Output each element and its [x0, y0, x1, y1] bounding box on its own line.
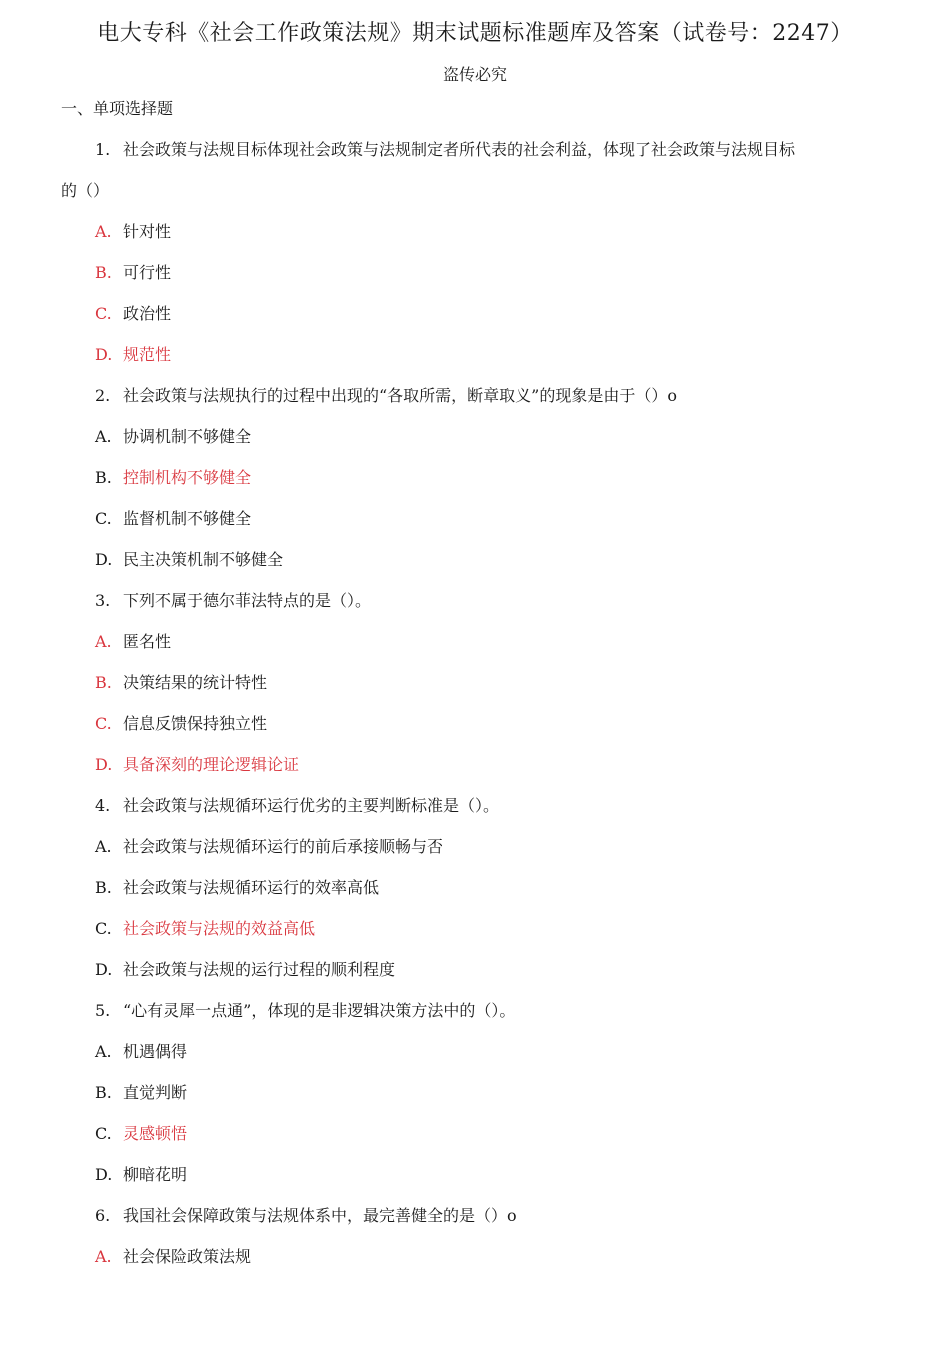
option-letter: B. — [95, 673, 112, 692]
question-1-continued: 的（） — [61, 181, 110, 200]
question-6 — [95, 1203, 517, 1226]
question-number: 6. — [95, 1206, 111, 1225]
option-letter: C. — [95, 304, 112, 323]
question-text: “心有灵犀一点通”，体现的是非逻辑决策方法中的（）。 — [123, 1001, 516, 1020]
option-5b — [95, 1080, 187, 1103]
question-number: 3. — [95, 591, 111, 610]
question-4 — [95, 793, 499, 816]
option-text: 社会政策与法规的效益高低 — [123, 919, 316, 938]
option-text: 监督机制不够健全 — [123, 509, 252, 528]
option-text: 灵感顿悟 — [123, 1124, 188, 1143]
option-4d — [95, 957, 395, 980]
option-letter: B. — [95, 468, 112, 487]
option-2c — [95, 506, 251, 529]
option-letter: A. — [95, 1042, 112, 1061]
option-3c — [95, 711, 267, 734]
option-5c-answer — [95, 1121, 187, 1144]
option-3b — [95, 670, 267, 693]
option-text: 针对性 — [123, 222, 172, 241]
section-heading: 一、单项选择题 — [61, 99, 174, 118]
question-3 — [95, 588, 371, 611]
option-letter: A. — [95, 837, 112, 856]
option-4a — [95, 834, 443, 857]
option-text: 信息反馈保持独立性 — [123, 714, 268, 733]
question-number: 1. — [95, 140, 111, 159]
option-letter: B. — [95, 1083, 112, 1102]
option-2a — [95, 424, 251, 447]
option-text: 社会政策与法规循环运行的前后承接顺畅与否 — [123, 837, 444, 856]
question-number: 4. — [95, 796, 111, 815]
option-letter: A. — [95, 427, 112, 446]
option-3a — [95, 629, 171, 652]
option-letter: C. — [95, 714, 112, 733]
option-5a — [95, 1039, 187, 1062]
option-text: 规范性 — [123, 345, 172, 364]
option-1c — [95, 301, 171, 324]
option-letter: D. — [95, 755, 113, 774]
option-text: 民主决策机制不够健全 — [123, 550, 284, 569]
question-text: 下列不属于德尔菲法特点的是（）。 — [123, 591, 372, 610]
option-text: 控制机构不够健全 — [123, 468, 252, 487]
question-text: 社会政策与法规执行的过程中出现的“各取所需，断章取义”的现象是由于（）o — [123, 386, 677, 405]
option-1b — [95, 260, 171, 283]
question-text: 社会政策与法规目标体现社会政策与法规制定者所代表的社会利益，体现了社会政策与法规目标 — [123, 140, 796, 159]
option-letter: D. — [95, 550, 113, 569]
option-4c-answer — [95, 916, 315, 939]
option-letter: A. — [95, 222, 112, 241]
option-letter: C. — [95, 919, 112, 938]
option-text: 柳暗花明 — [123, 1165, 188, 1184]
option-text: 具备深刻的理论逻辑论证 — [123, 755, 300, 774]
question-2 — [95, 383, 677, 406]
option-letter: B. — [95, 263, 112, 282]
question-1 — [95, 137, 795, 160]
option-letter: D. — [95, 1165, 113, 1184]
option-text: 匿名性 — [123, 632, 172, 651]
option-text: 社会政策与法规的运行过程的顺利程度 — [123, 960, 396, 979]
option-letter: A. — [95, 1247, 112, 1266]
option-text: 协调机制不够健全 — [123, 427, 252, 446]
option-letter: B. — [95, 878, 112, 897]
option-text: 社会政策与法规循环运行的效率高低 — [123, 878, 380, 897]
question-text: 社会政策与法规循环运行优劣的主要判断标准是（）。 — [123, 796, 500, 815]
question-text: 我国社会保障政策与法规体系中，最完善健全的是（）o — [123, 1206, 517, 1225]
option-text: 机遇偶得 — [123, 1042, 188, 1061]
option-3d-answer — [95, 752, 299, 775]
option-2b-answer — [95, 465, 251, 488]
option-1a — [95, 219, 171, 242]
option-text: 可行性 — [123, 263, 172, 282]
question-number: 5. — [95, 1001, 111, 1020]
question-5 — [95, 998, 515, 1021]
option-letter: C. — [95, 509, 112, 528]
option-2d — [95, 547, 283, 570]
option-letter: D. — [95, 345, 113, 364]
option-6a — [95, 1244, 251, 1267]
option-4b — [95, 875, 379, 898]
option-text: 直觉判断 — [123, 1083, 188, 1102]
option-1d-answer — [95, 342, 171, 365]
option-text: 决策结果的统计特性 — [123, 673, 268, 692]
question-number: 2. — [95, 386, 111, 405]
option-text: 政治性 — [123, 304, 172, 323]
option-5d — [95, 1162, 187, 1185]
option-letter: A. — [95, 632, 112, 651]
option-text: 社会保险政策法规 — [123, 1247, 252, 1266]
option-letter: C. — [95, 1124, 112, 1143]
document-title: 电大专科《社会工作政策法规》期末试题标准题库及答案（试卷号：2247） — [97, 21, 853, 46]
option-letter: D. — [95, 960, 113, 979]
document-subtitle: 盗传必究 — [442, 65, 507, 84]
